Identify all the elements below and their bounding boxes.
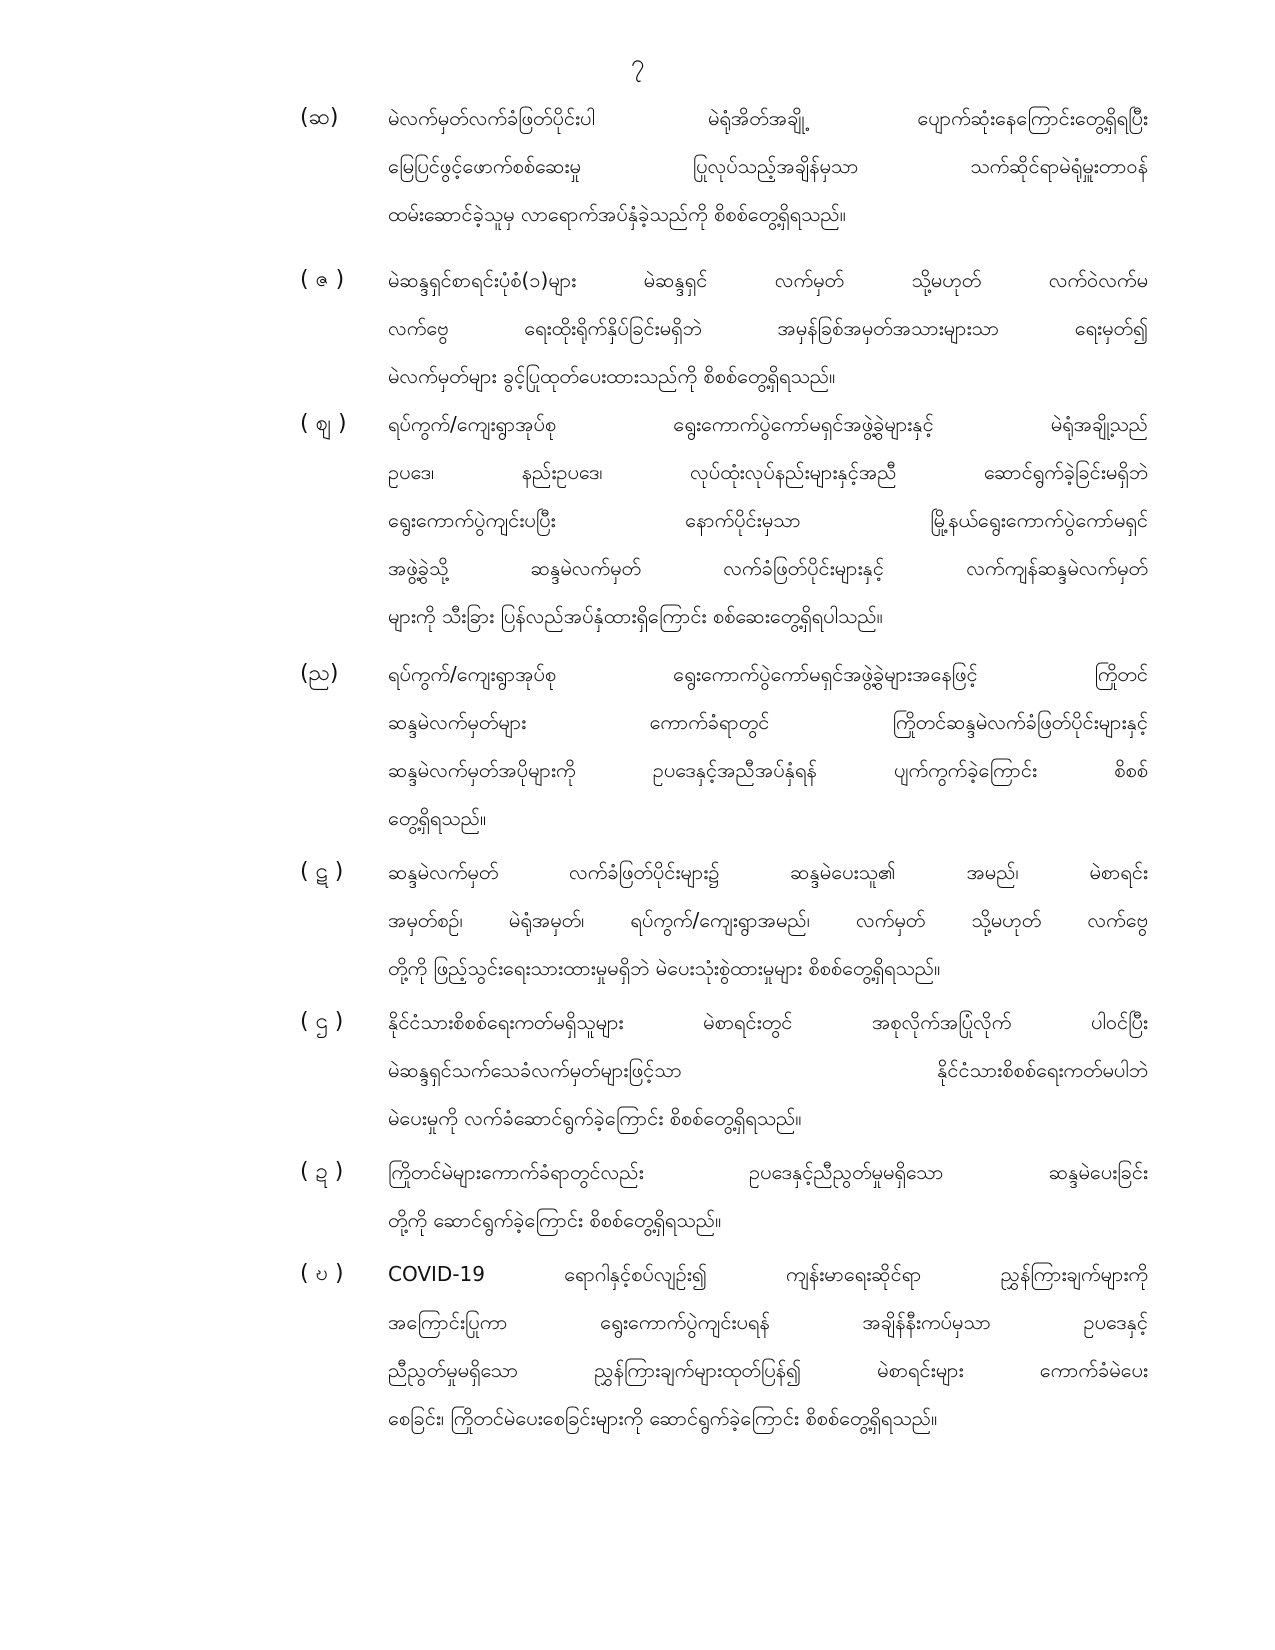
clause-line: ရပ်ကွက်/ကျေးရွာအုပ်စု ရွေးကောက်ပွဲကော်မရှင်အဖွဲ့ခွဲများနှင့် မဲရုံအချို့သည် [388,412,1148,436]
clause-line: ကြိုတင်မဲများကောက်ခံရာတွင်လည်း ဥပဒေနှင့်ညီညွတ်မှုမရှိသော ဆန္ဒမဲပေးခြင်း [388,1160,1148,1184]
clause-label: (ဆ) [300,105,339,130]
clause-line: တို့ကို ဖြည့်သွင်းရေးသားထားမှုမရှိဘဲ မဲပေးသုံးစွဲထားမှုများ စိစစ်တွေ့ရှိရသည်။ [388,956,941,980]
page-number: ၇ [630,49,645,77]
clause-label: ( ဌ ) [300,1009,344,1034]
clause-line: ဆန္ဒမဲလက်မှတ် လက်ခံဖြတ်ပိုင်းများ၌ ဆန္ဒမဲပေးသူ၏ အမည်၊ မဲစာရင်း [388,860,1148,884]
clause-line: မဲဆန္ဒရှင်သက်သေခံလက်မှတ်များဖြင့်သာ နိုင်ငံသားစိစစ်ရေးကတ်မပါဘဲ [388,1058,1148,1082]
clause-body [388,650,1148,842]
clause-line: နိုင်ငံသားစိစစ်ရေးကတ်မရှိသူများ မဲစာရင်းတွင် အစုလိုက်အပြုံလိုက် ပါဝင်ပြီး [388,1010,1148,1034]
clause-line: မဲဆန္ဒရှင်စာရင်းပုံစံ(၁)များ မဲဆန္ဒရှင် လက်မှတ် သို့မဟုတ် လက်ဝဲလက်မ [388,268,1148,292]
clause-body [388,94,1148,238]
clause-body [388,400,1148,640]
clause-label: ( ဇ ) [300,267,345,292]
clause-label: ( ဎ ) [300,1261,344,1286]
clause-body [388,848,1148,992]
clause-line: အမှတ်စဉ်၊ မဲရုံအမှတ်၊ ရပ်ကွက်/ကျေးရွာအမည်၊ လက်မှတ် သို့မဟုတ် လက်ဗွေ [388,908,1148,932]
clause-label: (ည) [300,661,339,686]
clause-line: ထမ်းဆောင်ခဲ့သူမှ လာရောက်အပ်နှံခဲ့သည်ကို စိစစ်တွေ့ရှိရသည်။ [388,202,846,226]
clause-line: စေခြင်း၊ ကြိုတင်မဲပေးစေခြင်းများကို ဆောင်ရွက်ခဲ့ကြောင်း စိစစ်တွေ့ရှိရသည်။ [388,1406,938,1430]
clause-line: ဥပဒေ၊ နည်းဥပဒေ၊ လုပ်ထုံးလုပ်နည်းများနှင့်အညီ ဆောင်ရွက်ခဲ့ခြင်းမရှိဘဲ [388,460,1148,484]
clause-line: တွေ့ရှိရသည်။ [388,806,487,830]
clause-line: မြေပြင်ဖွင့်ဖောက်စစ်ဆေးမှု ပြုလုပ်သည့်အချိန်မှသာ သက်ဆိုင်ရာမဲရုံမှူးတာဝန် [388,154,1148,178]
clause-body [388,256,1148,400]
clause-line: ဆန္ဒမဲလက်မှတ်များ ကောက်ခံရာတွင် ကြိုတင်ဆန္ဒမဲလက်ခံဖြတ်ပိုင်းများနှင့် [388,710,1148,734]
clause-line: မဲလက်မှတ်လက်ခံဖြတ်ပိုင်းပါ မဲရုံအိတ်အချို့ ပျောက်ဆုံးနေကြောင်းတွေ့ရှိရပြီး [388,106,1148,130]
clause-label: ( ဍ ) [300,1159,344,1184]
clause-line: ညီညွတ်မှုမရှိသော ညွှန်ကြားချက်များထုတ်ပြန်၍ မဲစာရင်းများ ကောက်ခံမဲပေး [388,1358,1148,1382]
clause-label: ( ဈ ) [300,411,347,436]
clause-line: ရွေးကောက်ပွဲကျင်းပပြီး နောက်ပိုင်းမှသာ မြို့နယ်ရွေးကောက်ပွဲကော်မရှင် [388,508,1148,532]
clause-line: မဲလက်မှတ်များ ခွင့်ပြုထုတ်ပေးထားသည်ကို စိစစ်တွေ့ရှိရသည်။ [388,364,836,388]
clause-line: COVID-19 ရောဂါနှင့်စပ်လျဉ်း၍ ကျန်းမာရေးဆိုင်ရာ ညွှန်ကြားချက်များကို [388,1262,1148,1286]
clause-line: လက်ဗွေ ရေးထိုးရိုက်နှိပ်ခြင်းမရှိဘဲ အမှန်ခြစ်အမှတ်အသားများသာ ရေးမှတ်၍ [388,316,1148,340]
clause-line: များကို သီးခြား ပြန်လည်အပ်နှံထားရှိကြောင်း စစ်ဆေးတွေ့ရှိရပါသည်။ [388,604,883,628]
clause-body [388,998,1148,1142]
clause-line: မဲပေးမှုကို လက်ခံဆောင်ရွက်ခဲ့ကြောင်း စိစစ်တွေ့ရှိရသည်။ [388,1106,802,1130]
clause-line: အဖွဲ့ခွဲသို့ ဆန္ဒမဲလက်မှတ် လက်ခံဖြတ်ပိုင်းများနှင့် လက်ကျန်ဆန္ဒမဲလက်မှတ် [388,556,1148,580]
clause-label: ( ဋ ) [300,859,344,884]
clause-line: ရပ်ကွက်/ကျေးရွာအုပ်စု ရွေးကောက်ပွဲကော်မရှင်အဖွဲ့ခွဲများအနေဖြင့် ကြိုတင် [388,662,1148,686]
clause-line: တို့ကို ဆောင်ရွက်ခဲ့ကြောင်း စိစစ်တွေ့ရှိရသည်။ [388,1208,722,1232]
clause-body [388,1250,1148,1442]
clause-body [388,1148,1148,1244]
clause-line: အကြောင်းပြုကာ ရွေးကောက်ပွဲကျင်းပရန် အချိန်နီးကပ်မှသာ ဥပဒေနှင့် [388,1310,1148,1334]
clause-line: ဆန္ဒမဲလက်မှတ်အပိုများကို ဥပဒေနှင့်အညီအပ်နှံရန် ပျက်ကွက်ခဲ့ကြောင်း စိစစ် [388,758,1148,782]
